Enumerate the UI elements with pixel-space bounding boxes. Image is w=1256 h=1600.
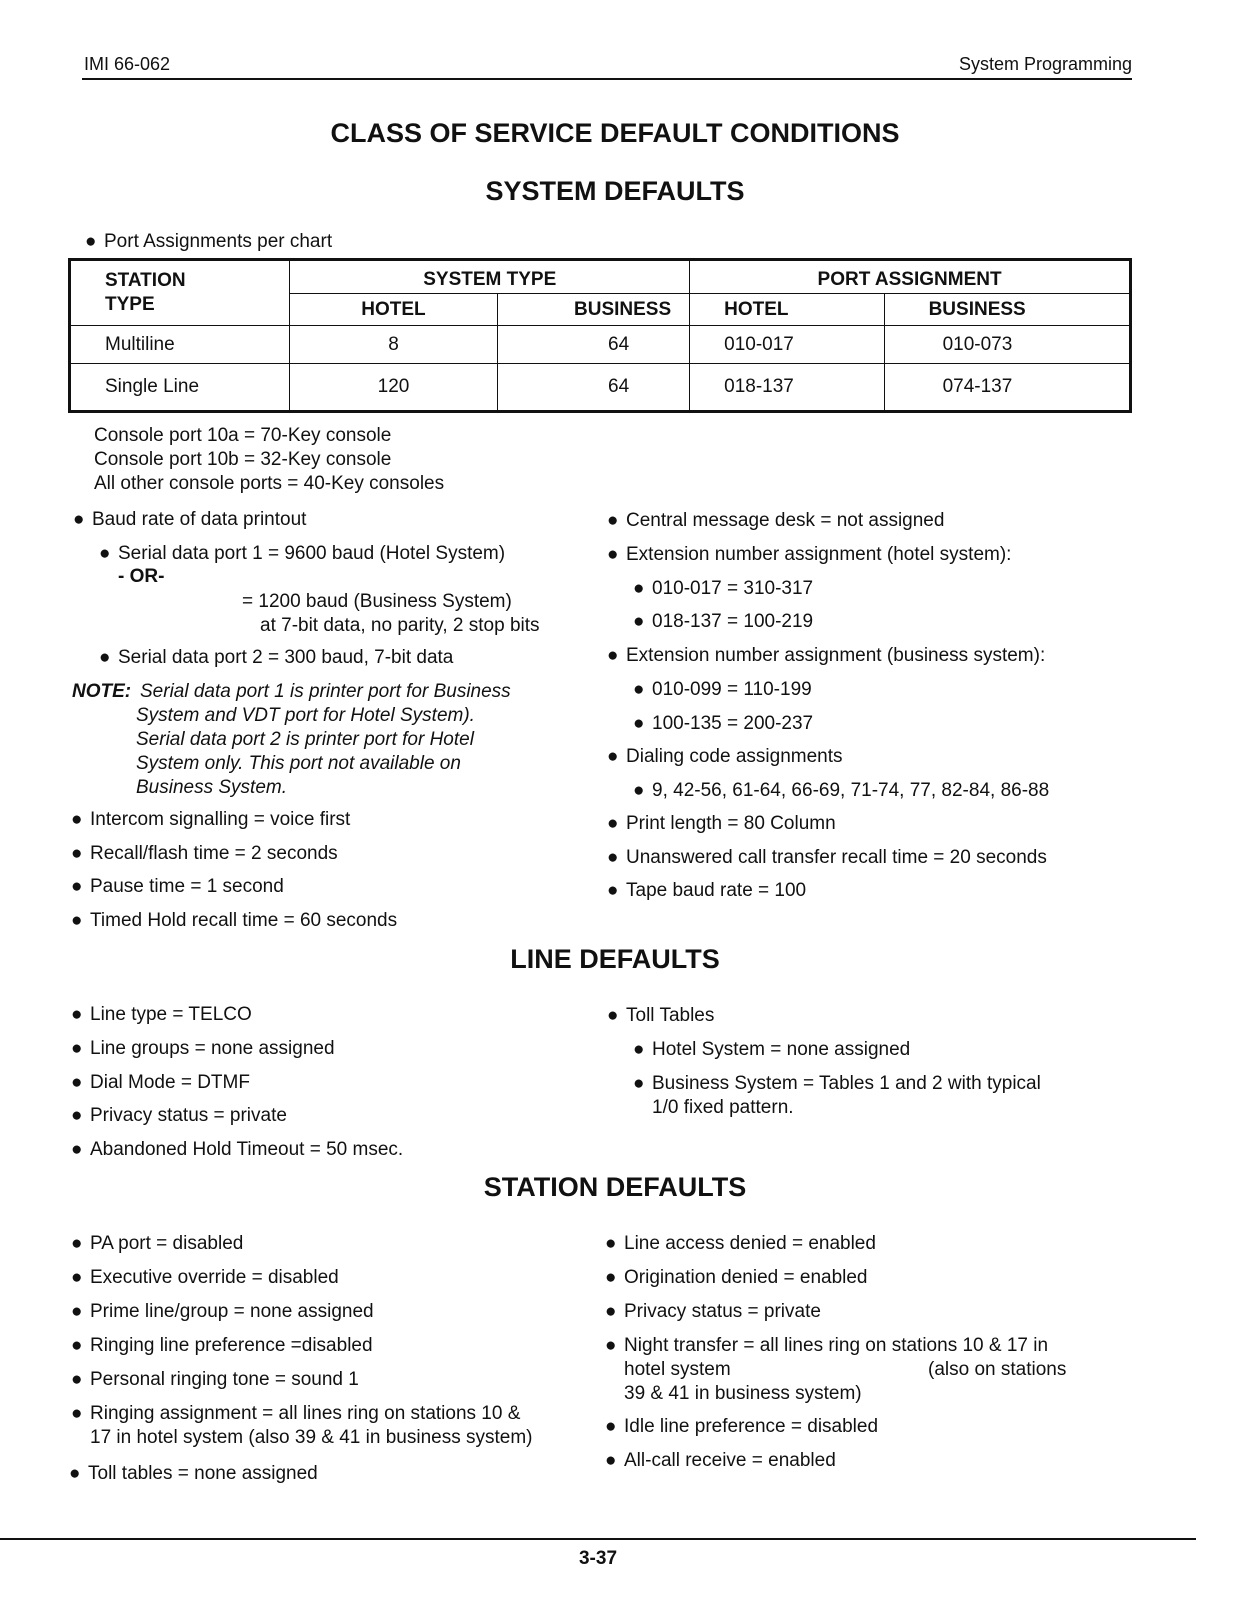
document-id: IMI 66-062 [84,54,171,74]
bullet-icon: ● [71,1335,83,1356]
bullet-icon: ● [605,1233,617,1254]
bullet-icon: ● [607,746,619,767]
cell-station-type: Multiline [70,326,290,364]
bullet-icon: ● [633,578,645,599]
bullet-icon: ● [71,1004,83,1025]
or-label: - OR- [118,566,165,587]
recall-item: ● Recall/flash time = 2 seconds [71,843,338,864]
section-title: System Programming [958,54,1132,74]
port-assignment-table [68,258,1132,413]
footer-rule [0,1538,1196,1540]
bullet-icon: ● [71,809,83,830]
night-transfer-cont: (also on stations [928,1359,1067,1380]
dialing-codes: ● 9, 42-56, 61-64, 66-69, 71-74, 77, 82-84, 86-88 [633,780,1050,801]
note-label: NOTE: [72,681,132,702]
bullet-icon: ● [99,543,111,564]
note-line: System only. This port not available on [136,753,461,774]
bullet-icon: ● [71,1233,83,1254]
bullet-icon: ● [607,847,619,868]
line-access-item: ● Line access denied = enabled [605,1233,876,1254]
note-line: Serial data port 1 is printer port for Business [140,681,511,702]
header-sys-hotel: HOTEL [290,294,497,326]
serial-port-1-item: ● Serial data port 1 = 9600 baud (Hotel System) [99,543,506,564]
bullet-icon: ● [607,1005,619,1026]
console-line-3: All other console ports = 40-Key consoles [94,473,445,494]
bullet-icon: ● [605,1450,617,1471]
page-number: 3-37 [578,1548,618,1569]
bullet-icon: ● [633,679,645,700]
header-rule [82,78,1132,80]
dial-mode-item: ● Dial Mode = DTMF [71,1072,250,1093]
bullet-icon: ● [605,1267,617,1288]
prime-line-item: ● Prime line/group = none assigned [71,1301,374,1322]
note-line: Serial data port 2 is printer port for Hotel [136,729,474,750]
serial-port-2-item: ● Serial data port 2 = 300 baud, 7-bit data [99,647,454,668]
cell-sys-business: 64 [497,364,690,412]
pa-port-item: ● PA port = disabled [71,1233,244,1254]
bullet-icon: ● [71,1038,83,1059]
executive-override-item: ● Executive override = disabled [71,1267,339,1288]
port-intro: ● Port Assignments per chart [85,231,333,252]
bullet-icon: ● [607,880,619,901]
bullet-icon: ● [607,510,619,531]
ext-hotel-range-2: ● 018-137 = 100-219 [633,611,814,632]
station-privacy-item: ● Privacy status = private [605,1301,821,1322]
bullet-icon: ● [71,1105,83,1126]
bullet-icon: ● [71,1301,83,1322]
ringing-assignment-cont: 17 in hotel system (also 39 & 41 in business system) [90,1427,533,1448]
origination-item: ● Origination denied = enabled [605,1267,868,1288]
print-length-item: ● Print length = 80 Column [607,813,836,834]
bullet-icon: ● [633,1039,645,1060]
bullet-icon: ● [607,645,619,666]
intercom-item: ● Intercom signalling = voice first [71,809,351,830]
bullet-icon: ● [71,910,83,931]
privacy-item: ● Privacy status = private [71,1105,287,1126]
ext-business-item: ● Extension number assignment (business system): [607,645,1046,666]
line-type-item: ● Line type = TELCO [71,1004,252,1025]
dialing-item: ● Dialing code assignments [607,746,843,767]
console-line-1: Console port 10a = 70-Key console [94,425,392,446]
bullet-icon: ● [71,1139,83,1160]
bullet-icon: ● [633,713,645,734]
cell-port-business: 074-137 [884,364,1130,412]
system-defaults-heading: SYSTEM DEFAULTS [485,176,745,206]
cell-sys-hotel: 8 [290,326,497,364]
table-row [70,326,1131,364]
bullet-icon: ● [633,780,645,801]
toll-business-cont: 1/0 fixed pattern. [652,1097,794,1118]
night-transfer-cont: 39 & 41 in business system) [624,1383,862,1404]
pause-item: ● Pause time = 1 second [71,876,284,897]
line-defaults-heading: LINE DEFAULTS [510,944,720,974]
bullet-icon: ● [605,1416,617,1437]
station-defaults-heading: STATION DEFAULTS [483,1172,747,1202]
ext-hotel-item: ● Extension number assignment (hotel system): [607,544,1012,565]
cell-station-type: Single Line [70,364,290,412]
bullet-icon: ● [71,1369,83,1390]
bullet-icon: ● [633,1073,645,1094]
header-port-hotel: HOTEL [690,294,884,326]
baud-rate-item: ● Baud rate of data printout [73,509,307,530]
console-line-2: Console port 10b = 32-Key console [94,449,392,470]
header-port-business: BUSINESS [884,294,1130,326]
bullet-icon: ● [69,1463,81,1484]
table-row [70,364,1131,412]
cell-sys-hotel: 120 [290,364,497,412]
timed-hold-item: ● Timed Hold recall time = 60 seconds [71,910,398,931]
bullet-icon: ● [99,647,111,668]
bullet-icon: ● [633,611,645,632]
idle-line-item: ● Idle line preference = disabled [605,1416,879,1437]
ext-business-range-2: ● 100-135 = 200-237 [633,713,814,734]
toll-business-item: ● Business System = Tables 1 and 2 with typical [633,1073,1041,1094]
bullet-icon: ● [85,231,97,252]
bullet-icon: ● [71,1072,83,1093]
bullet-icon: ● [605,1301,617,1322]
cell-port-business: 010-073 [884,326,1130,364]
ringing-preference-item: ● Ringing line preference =disabled [71,1335,373,1356]
bullet-icon: ● [73,509,85,530]
header-system-type: SYSTEM TYPE [290,260,690,294]
header-port-assignment: PORT ASSIGNMENT [690,260,1131,294]
toll-tables-item: ● Toll Tables [607,1005,715,1026]
bullet-icon: ● [71,843,83,864]
data-bits: at 7-bit data, no parity, 2 stop bits [260,615,540,636]
business-baud: = 1200 baud (Business System) [242,591,512,612]
bullet-icon: ● [605,1335,617,1356]
all-call-item: ● All-call receive = enabled [605,1450,836,1471]
unanswered-item: ● Unanswered call transfer recall time = 20 seconds [607,847,1047,868]
toll-hotel-item: ● Hotel System = none assigned [633,1039,911,1060]
personal-ringing-item: ● Personal ringing tone = sound 1 [71,1369,359,1390]
bullet-icon: ● [607,813,619,834]
cell-port-hotel: 010-017 [690,326,884,364]
station-toll-item: ● Toll tables = none assigned [69,1463,318,1484]
page-title: CLASS OF SERVICE DEFAULT CONDITIONS [330,118,900,148]
night-transfer-cont: hotel system [624,1359,731,1380]
night-transfer-item: ● Night transfer = all lines ring on stations 10 & 17 in [605,1335,1049,1356]
bullet-icon: ● [71,1403,83,1424]
bullet-icon: ● [607,544,619,565]
note-line: Business System. [136,777,287,798]
cell-sys-business: 64 [497,326,690,364]
line-groups-item: ● Line groups = none assigned [71,1038,335,1059]
header-sys-business: BUSINESS [497,294,690,326]
ext-hotel-range-1: ● 010-017 = 310-317 [633,578,814,599]
bullet-icon: ● [71,1267,83,1288]
bullet-icon: ● [71,876,83,897]
cell-port-hotel: 018-137 [690,364,884,412]
header-station-type: STATION TYPE [70,260,290,326]
note-line: System and VDT port for Hotel System). [136,705,475,726]
message-desk-item: ● Central message desk = not assigned [607,510,945,531]
ext-business-range-1: ● 010-099 = 110-199 [633,679,812,700]
abandoned-hold-item: ● Abandoned Hold Timeout = 50 msec. [71,1139,404,1160]
tape-baud-item: ● Tape baud rate = 100 [607,880,807,901]
ringing-assignment-item: ● Ringing assignment = all lines ring on stations 10 & [71,1403,521,1424]
